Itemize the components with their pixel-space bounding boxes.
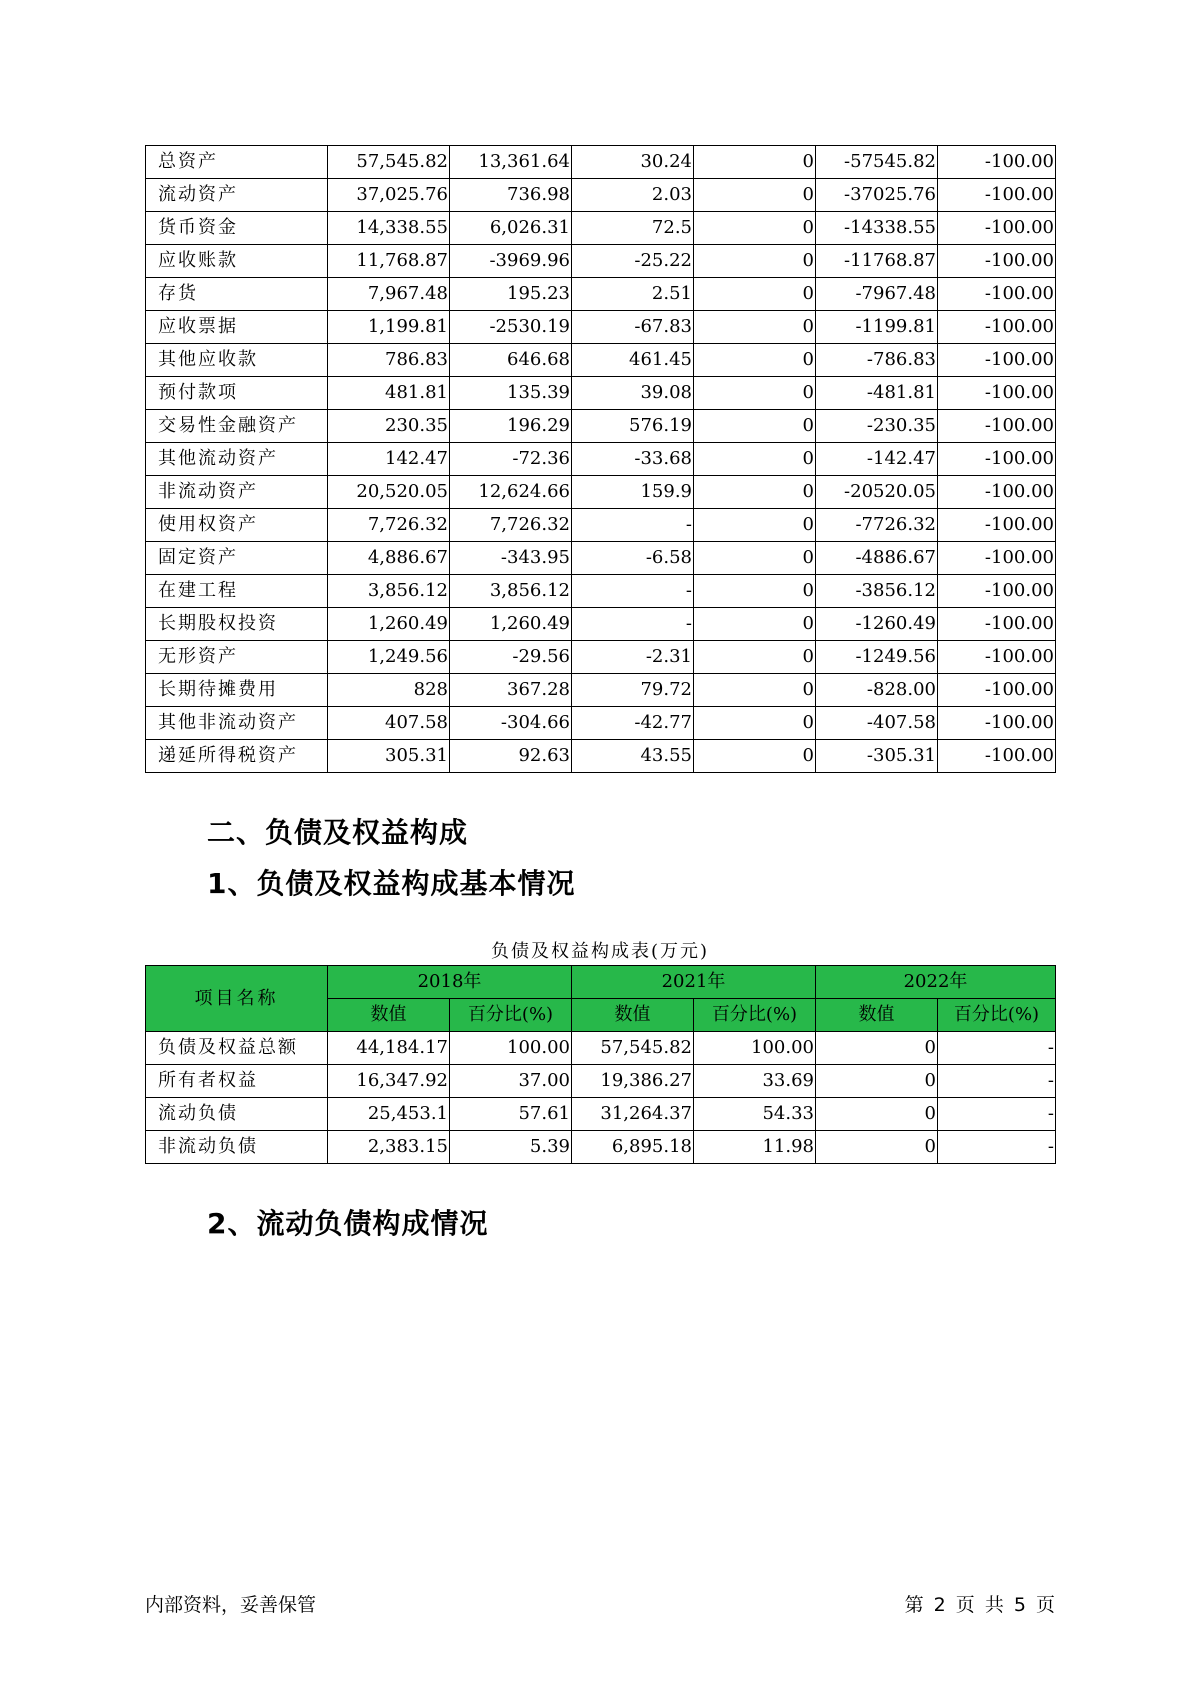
row-label-cell: 预付款项: [146, 377, 328, 410]
value-cell: -100.00: [938, 641, 1056, 674]
row-label-cell: 非流动资产: [146, 476, 328, 509]
table-row: [146, 1098, 1056, 1131]
value-cell: 0: [694, 740, 816, 773]
value-cell: 57,545.82: [572, 1032, 694, 1065]
row-label-cell: 在建工程: [146, 575, 328, 608]
row-label-cell: 长期待摊费用: [146, 674, 328, 707]
value-cell: 57.61: [450, 1098, 572, 1131]
value-cell: 100.00: [694, 1032, 816, 1065]
row-label-cell: 交易性金融资产: [146, 410, 328, 443]
value-cell: 0: [694, 179, 816, 212]
footer-page-number: 第 2 页 共 5 页: [904, 1594, 1055, 1616]
value-cell: 12,624.66: [450, 476, 572, 509]
value-cell: -: [572, 608, 694, 641]
value-cell: 14,338.55: [328, 212, 450, 245]
value-cell: -37025.76: [816, 179, 938, 212]
value-cell: -100.00: [938, 575, 1056, 608]
value-cell: 4,886.67: [328, 542, 450, 575]
value-cell: -7967.48: [816, 278, 938, 311]
value-cell: -1260.49: [816, 608, 938, 641]
value-cell: -100.00: [938, 542, 1056, 575]
value-cell: 20,520.05: [328, 476, 450, 509]
row-label-cell: 货币资金: [146, 212, 328, 245]
value-cell: -100.00: [938, 245, 1056, 278]
value-cell: -3856.12: [816, 575, 938, 608]
value-cell: 230.35: [328, 410, 450, 443]
value-cell: 0: [694, 641, 816, 674]
table-row: [146, 212, 1056, 245]
table-row: [146, 575, 1056, 608]
value-cell: -100.00: [938, 608, 1056, 641]
value-cell: 25,453.1: [328, 1098, 450, 1131]
value-cell: 305.31: [328, 740, 450, 773]
table-row: [146, 1131, 1056, 1164]
liability-table-body: [146, 1032, 1056, 1164]
table-row: [146, 476, 1056, 509]
value-cell: 11.98: [694, 1131, 816, 1164]
value-cell: 7,726.32: [450, 509, 572, 542]
value-cell: -: [572, 509, 694, 542]
value-cell: -481.81: [816, 377, 938, 410]
value-cell: 57,545.82: [328, 146, 450, 179]
value-cell: 0: [694, 245, 816, 278]
value-cell: -33.68: [572, 443, 694, 476]
row-label-cell: 流动资产: [146, 179, 328, 212]
value-cell: 6,026.31: [450, 212, 572, 245]
table-row: [146, 344, 1056, 377]
value-cell: 0: [694, 509, 816, 542]
value-cell: 100.00: [450, 1032, 572, 1065]
value-cell: 195.23: [450, 278, 572, 311]
value-cell: -230.35: [816, 410, 938, 443]
value-cell: 0: [694, 674, 816, 707]
value-cell: 6,895.18: [572, 1131, 694, 1164]
table-row: [146, 740, 1056, 773]
value-cell: 1,249.56: [328, 641, 450, 674]
value-cell: -67.83: [572, 311, 694, 344]
value-cell: -828.00: [816, 674, 938, 707]
value-cell: -: [572, 575, 694, 608]
liability-table-header: [146, 966, 1056, 1032]
table-row: [146, 707, 1056, 740]
value-cell: 39.08: [572, 377, 694, 410]
footer-confidential-note: 内部资料，妥善保管: [145, 1594, 317, 1616]
value-cell: 2.51: [572, 278, 694, 311]
value-cell: -100.00: [938, 377, 1056, 410]
table-row: [146, 509, 1056, 542]
value-cell: 646.68: [450, 344, 572, 377]
value-cell: 461.45: [572, 344, 694, 377]
value-cell: -: [938, 1032, 1056, 1065]
value-cell: 37,025.76: [328, 179, 450, 212]
value-cell: 196.29: [450, 410, 572, 443]
row-label-cell: 存货: [146, 278, 328, 311]
value-cell: -72.36: [450, 443, 572, 476]
row-label-cell: 应收票据: [146, 311, 328, 344]
value-cell: 2.03: [572, 179, 694, 212]
value-cell: -100.00: [938, 344, 1056, 377]
value-cell: -100.00: [938, 179, 1056, 212]
value-cell: 0: [694, 344, 816, 377]
value-cell: 7,726.32: [328, 509, 450, 542]
value-cell: 0: [694, 542, 816, 575]
value-cell: 0: [694, 575, 816, 608]
value-cell: 30.24: [572, 146, 694, 179]
value-cell: -29.56: [450, 641, 572, 674]
table-row: [146, 146, 1056, 179]
row-label-cell: 所有者权益: [146, 1065, 328, 1098]
table-row: [146, 245, 1056, 278]
value-cell: 0: [694, 410, 816, 443]
value-cell: -343.95: [450, 542, 572, 575]
value-cell: -: [938, 1065, 1056, 1098]
table-row: [146, 179, 1056, 212]
value-cell: -1249.56: [816, 641, 938, 674]
value-cell: 0: [816, 1032, 938, 1065]
value-cell: 72.5: [572, 212, 694, 245]
value-cell: 1,260.49: [450, 608, 572, 641]
header-value-2022: 数值: [816, 999, 938, 1032]
row-label-cell: 无形资产: [146, 641, 328, 674]
value-cell: -11768.87: [816, 245, 938, 278]
row-label-cell: 其他应收款: [146, 344, 328, 377]
value-cell: 142.47: [328, 443, 450, 476]
row-label-cell: 固定资产: [146, 542, 328, 575]
value-cell: 0: [816, 1065, 938, 1098]
value-cell: -304.66: [450, 707, 572, 740]
header-row-years: [146, 966, 1056, 999]
subsection-heading-1: 1、负债及权益构成基本情况: [207, 867, 576, 900]
header-pct-2021: 百分比(%): [694, 999, 816, 1032]
table-row: [146, 410, 1056, 443]
asset-table-body: [146, 146, 1056, 773]
header-value-2018: 数值: [328, 999, 450, 1032]
value-cell: -100.00: [938, 707, 1056, 740]
value-cell: 3,856.12: [328, 575, 450, 608]
table-row: [146, 542, 1056, 575]
value-cell: -: [938, 1098, 1056, 1131]
value-cell: 44,184.17: [328, 1032, 450, 1065]
value-cell: 0: [694, 212, 816, 245]
header-year-2021: 2021年: [572, 966, 816, 999]
table-row: [146, 1032, 1056, 1065]
value-cell: -20520.05: [816, 476, 938, 509]
header-year-2018: 2018年: [328, 966, 572, 999]
row-label-cell: 长期股权投资: [146, 608, 328, 641]
value-cell: -: [938, 1131, 1056, 1164]
header-pct-2018: 百分比(%): [450, 999, 572, 1032]
value-cell: 13,361.64: [450, 146, 572, 179]
value-cell: -786.83: [816, 344, 938, 377]
value-cell: -100.00: [938, 674, 1056, 707]
value-cell: 407.58: [328, 707, 450, 740]
section-heading: 二、负债及权益构成: [207, 816, 469, 849]
value-cell: -142.47: [816, 443, 938, 476]
value-cell: 0: [816, 1098, 938, 1131]
row-label-cell: 非流动负债: [146, 1131, 328, 1164]
value-cell: 7,967.48: [328, 278, 450, 311]
row-label-cell: 其他流动资产: [146, 443, 328, 476]
value-cell: 11,768.87: [328, 245, 450, 278]
value-cell: 1,260.49: [328, 608, 450, 641]
value-cell: 159.9: [572, 476, 694, 509]
value-cell: -100.00: [938, 278, 1056, 311]
row-label-cell: 其他非流动资产: [146, 707, 328, 740]
header-pct-2022: 百分比(%): [938, 999, 1056, 1032]
value-cell: -3969.96: [450, 245, 572, 278]
value-cell: 0: [694, 476, 816, 509]
row-label-cell: 流动负债: [146, 1098, 328, 1131]
value-cell: 54.33: [694, 1098, 816, 1131]
value-cell: 16,347.92: [328, 1065, 450, 1098]
value-cell: -100.00: [938, 311, 1056, 344]
value-cell: -2530.19: [450, 311, 572, 344]
table-row: [146, 278, 1056, 311]
value-cell: 37.00: [450, 1065, 572, 1098]
row-label-cell: 负债及权益总额: [146, 1032, 328, 1065]
table-caption: 负债及权益构成表(万元): [490, 941, 710, 962]
table-row: [146, 311, 1056, 344]
value-cell: 5.39: [450, 1131, 572, 1164]
value-cell: 0: [694, 443, 816, 476]
subsection-heading-2: 2、流动负债构成情况: [207, 1207, 489, 1240]
value-cell: -100.00: [938, 509, 1056, 542]
row-label-cell: 总资产: [146, 146, 328, 179]
header-year-2022: 2022年: [816, 966, 1056, 999]
value-cell: -7726.32: [816, 509, 938, 542]
liability-equity-table: [145, 965, 1056, 1164]
value-cell: 3,856.12: [450, 575, 572, 608]
value-cell: 0: [694, 311, 816, 344]
value-cell: -305.31: [816, 740, 938, 773]
table-row: [146, 674, 1056, 707]
value-cell: -6.58: [572, 542, 694, 575]
row-label-cell: 使用权资产: [146, 509, 328, 542]
table-row: [146, 1065, 1056, 1098]
value-cell: 576.19: [572, 410, 694, 443]
value-cell: 79.72: [572, 674, 694, 707]
value-cell: -2.31: [572, 641, 694, 674]
table-row: [146, 377, 1056, 410]
value-cell: -1199.81: [816, 311, 938, 344]
value-cell: 43.55: [572, 740, 694, 773]
value-cell: -4886.67: [816, 542, 938, 575]
value-cell: -100.00: [938, 410, 1056, 443]
value-cell: -100.00: [938, 443, 1056, 476]
table-row: [146, 608, 1056, 641]
value-cell: 0: [694, 278, 816, 311]
row-label-cell: 递延所得税资产: [146, 740, 328, 773]
value-cell: 736.98: [450, 179, 572, 212]
value-cell: 2,383.15: [328, 1131, 450, 1164]
value-cell: 367.28: [450, 674, 572, 707]
asset-table: [145, 145, 1056, 773]
value-cell: -25.22: [572, 245, 694, 278]
value-cell: 786.83: [328, 344, 450, 377]
value-cell: 481.81: [328, 377, 450, 410]
value-cell: 0: [694, 146, 816, 179]
value-cell: 92.63: [450, 740, 572, 773]
value-cell: 0: [694, 707, 816, 740]
value-cell: 33.69: [694, 1065, 816, 1098]
table-row: [146, 641, 1056, 674]
value-cell: -42.77: [572, 707, 694, 740]
value-cell: -407.58: [816, 707, 938, 740]
table-row: [146, 443, 1056, 476]
value-cell: 828: [328, 674, 450, 707]
value-cell: 31,264.37: [572, 1098, 694, 1131]
value-cell: 0: [694, 377, 816, 410]
value-cell: -100.00: [938, 740, 1056, 773]
value-cell: 19,386.27: [572, 1065, 694, 1098]
value-cell: -100.00: [938, 146, 1056, 179]
header-item-name: 项目名称: [146, 966, 328, 1032]
row-label-cell: 应收账款: [146, 245, 328, 278]
value-cell: 135.39: [450, 377, 572, 410]
value-cell: -57545.82: [816, 146, 938, 179]
value-cell: -100.00: [938, 212, 1056, 245]
header-value-2021: 数值: [572, 999, 694, 1032]
value-cell: 0: [694, 608, 816, 641]
value-cell: -100.00: [938, 476, 1056, 509]
value-cell: 1,199.81: [328, 311, 450, 344]
value-cell: 0: [816, 1131, 938, 1164]
value-cell: -14338.55: [816, 212, 938, 245]
